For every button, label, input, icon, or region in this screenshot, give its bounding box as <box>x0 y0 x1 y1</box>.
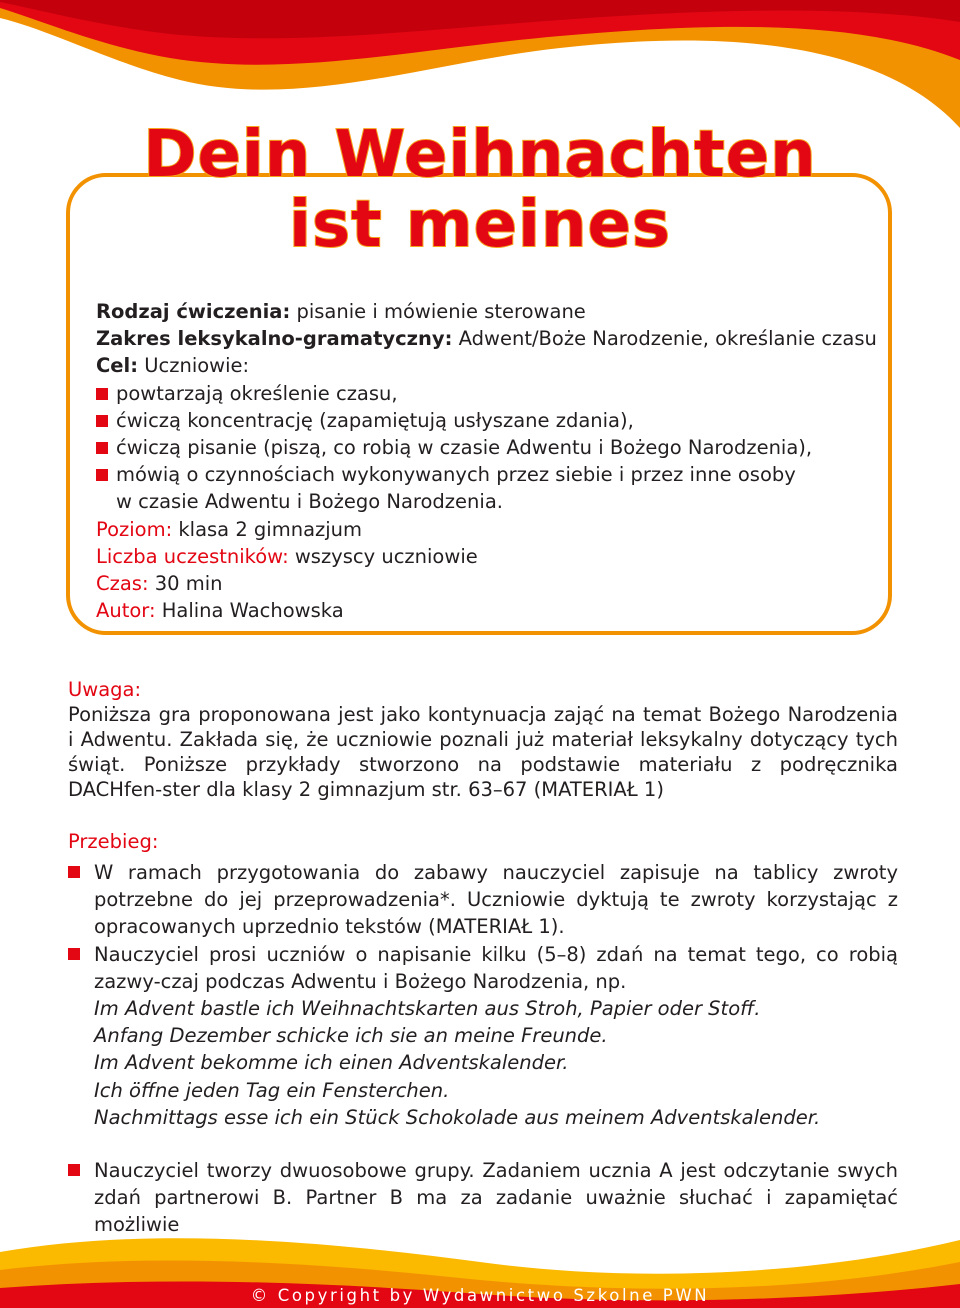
bullet-icon <box>96 415 108 427</box>
goal <box>96 352 896 379</box>
note-label: Uwaga: <box>68 678 142 701</box>
example-sentence: Im Advent bastle ich Weihnachtskarten aus Stroh, Papier oder Stoff. <box>94 997 761 1021</box>
lexical-scope <box>96 325 896 352</box>
participants-label: Liczba uczestników: <box>96 544 289 568</box>
goal-item <box>96 461 896 488</box>
participants <box>96 543 896 570</box>
duration <box>96 570 896 597</box>
procedure-section <box>68 829 898 1239</box>
example-sentence: Anfang Dezember schicke ich sie an meine Freunde. <box>94 1024 608 1048</box>
procedure-step <box>68 859 898 941</box>
goal-item-text: ćwiczą pisanie (piszą, co robią w czasie Adwentu i Bożego Narodzenia), <box>116 436 813 460</box>
copyright-footer: © Copyright by Wydawnictwo Szkolne PWN <box>250 1286 710 1305</box>
author-label: Autor: <box>96 599 156 623</box>
lexical-scope-label: Zakres leksykalno-gramatyczny: <box>96 327 453 351</box>
exercise-type-value: pisanie i mówienie sterowane <box>290 300 586 323</box>
bullet-icon <box>68 948 80 960</box>
author <box>96 597 896 624</box>
goal-item <box>96 407 896 434</box>
duration-value: 30 min <box>148 572 223 596</box>
exercise-info <box>96 298 896 624</box>
procedure-step <box>68 1157 898 1239</box>
page-title-line1: Dein Weihnachten <box>143 118 817 192</box>
goal-item-text: ćwiczą koncentrację (zapamiętują usłyszane zdania), <box>116 408 634 432</box>
procedure-step-text: W ramach przygotowania do zabawy nauczyciel zapisuje na tablicy zwroty potrzebne do jej przeprowadzenia*. Uczniowie dyktują te zwroty korzystając z opracowanych uprzednio tekstów (MATERIAŁ 1). <box>94 861 898 939</box>
duration-label: Czas: <box>96 572 149 596</box>
procedure-step-text: Nauczyciel tworzy dwuosobowe grupy. Zadaniem ucznia A jest odczytanie swych zdań partnerowi B. Partner B ma za zadanie uważnie słuchać i zapamiętać możliwie <box>94 1159 898 1237</box>
example-sentence: Ich öffne jeden Tag ein Fensterchen. <box>94 1078 450 1102</box>
procedure-step <box>68 941 898 1131</box>
goal-label: Cel: <box>96 354 139 378</box>
author-value: Halina Wachowska <box>155 599 344 623</box>
note-text: Poniższa gra proponowana jest jako kontynuacja zająć na temat Bożego Narodzenia i Adwentu. Zakłada się, że uczniowie poznali już materiał leksykalny dotyczący tych świąt. Poniższe przykłady stworzono na podstawie materiału z podręcznika DACHfen-ster dla klasy 2 gimnazjum str. 63–67 (MATERIAŁ 1) <box>68 703 898 801</box>
level <box>96 516 896 543</box>
page-title-line2: ist meines <box>289 188 671 262</box>
bullet-icon <box>68 1164 80 1176</box>
participants-value: wszyscy uczniowie <box>288 544 478 568</box>
procedure-label: Przebieg: <box>68 830 159 853</box>
bullet-icon <box>68 866 80 878</box>
example-sentence: Im Advent bekomme ich einen Adventskalender. <box>94 1051 569 1075</box>
bullet-icon <box>96 442 108 454</box>
note-section <box>68 677 898 802</box>
goal-value: Uczniowie: <box>138 354 250 378</box>
goal-item-continued: w czasie Adwentu i Bożego Narodzenia. <box>116 490 503 514</box>
level-label: Poziom: <box>96 517 173 541</box>
bullet-icon <box>96 469 108 481</box>
goal-item-text: powtarzają określenie czasu, <box>116 381 398 405</box>
goal-item <box>96 380 896 407</box>
exercise-type-label: Rodzaj ćwiczenia: <box>96 300 291 323</box>
example-sentence: Nachmittags esse ich ein Stück Schokolade aus meinem Adventskalender. <box>94 1105 821 1129</box>
level-value: klasa 2 gimnazjum <box>172 517 363 541</box>
goal-item <box>96 434 896 461</box>
bullet-icon <box>96 388 108 400</box>
exercise-type <box>96 298 896 325</box>
procedure-step-text: Nauczyciel prosi uczniów o napisanie kilku (5–8) zdań na temat tego, co robią zazwy-czaj podczas Adwentu i Bożego Narodzenia, np. <box>94 942 898 993</box>
lexical-scope-value: Adwent/Boże Narodzenie, określanie czasu <box>452 327 877 351</box>
goal-item-text: mówią o czynnościach wykonywanych przez siebie i przez inne osoby <box>116 463 796 487</box>
